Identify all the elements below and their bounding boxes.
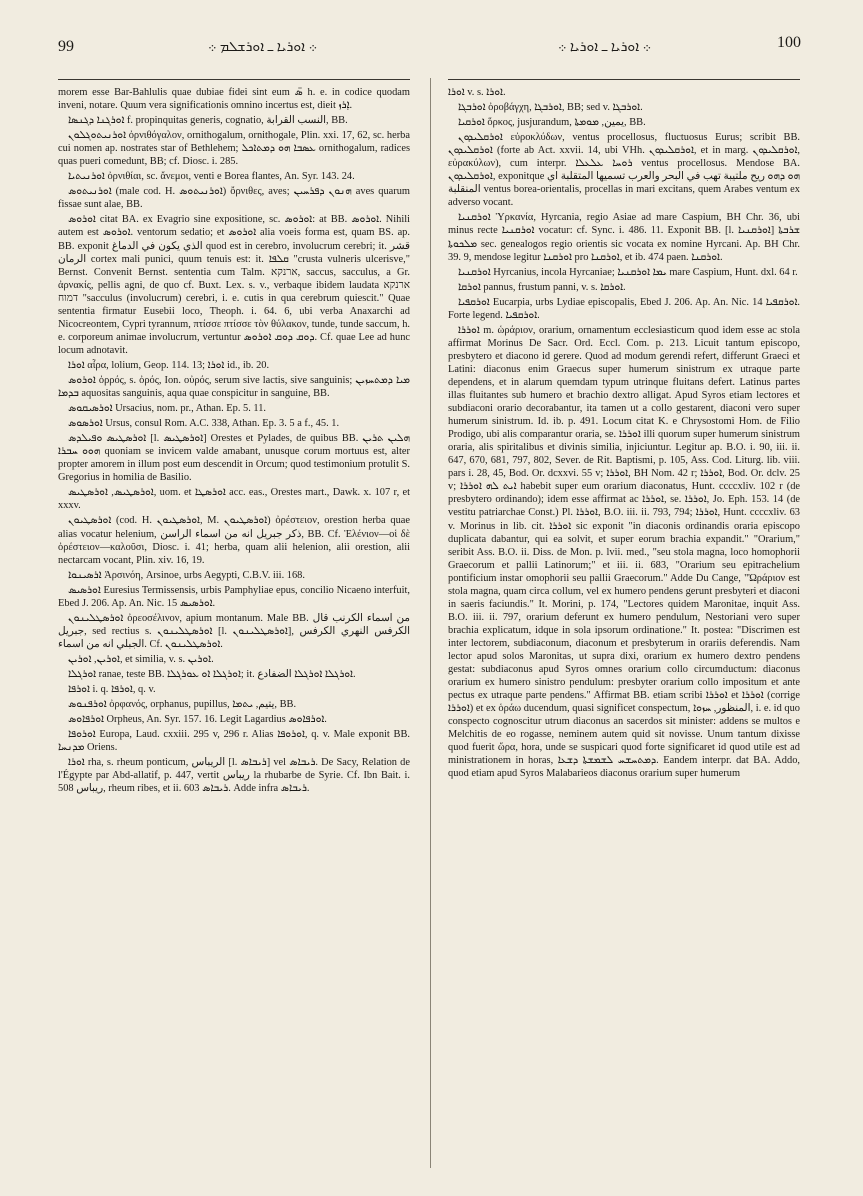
left-column	[58, 78, 410, 1178]
dictionary-entry: ܐܘܪܪܐ m. ὡράριον, orarium, ornamentum ecclesiasticum quod idem esse ac stola affirmat Morinus De Sacr. Ord. Eccl. Com. p. 213. Licuit tantum episcopo, presbytero et diacono id gerere. Quod ad modum gerendi refert, differunt Graeci et Latini: diaconus enim Graecus super humerum sinistrum ex utraque parte dependens, et in alarum quemdam typum utrinque fluitans defert. Latinus partes illas fluitantes sub humero et brachio dextro alligat. Apud Syros etiam lectores et subdiaconi orario decorabantur, ita tamen ut a collo gestarent, diaconi vero super humerum sinistrum. Id. ib. p. 491. Locum citat K. e Chrysostomi Hom. de Filio Prodigo, ubi alis comparantur oraria, se. ܐܘܪܪܐ illi quorum super humerum sinistrum oraria, alis spiritalibus et divinis similia, injiciuntur. Legitur ap. B.O. i. 90, iii. ii. 647, 670, 681, 797, 802, Sever. de Rit. Baptismi, p. 105, Ass. Cod. Liturg. lib. viii. pars i. 28, 45, Bod. Or. dcxxvi. 55 v; ܐܘܪܪܐ, BH Nom. 42 r; ܐܘܪܪܐ, Bod. Or. dclv. 25 v; ܐܝܬ ܠܗ ܐܘܪܪܐ habebit super eum orarium diaconatus, Hunt. ccccxliv. 102 r (de presbytero ordinando); idem esse affirmat ac ܐܘܪܪܐ, se. ܐܘܪܪܐ, Jo. Eph. 153. 14 (de vestitu patriarchae Const.) Pl. ܐܘܪܪܐ, B.O. iii. ii. 793, 794; ܐܘܪܪܐ, Hunt. ccccxliv. 63 v. Morinus in lib. cit. ܐܘܪܪܐ sic exponit "in diaconis ordinandis oraria episcopo duplicata dabantur, qui ea solvit, et super eorum brachia expandit." "Orarium," seribit Ass. B.O. ii. Diss. de Mon. p. lvii. med., "seu stola magna, loco homophorii Graecorum et pallii Latinorum;" et iii. ii. 683, "Orarium seu epitrachelium pontificium instar omophorii seu pallii Graecorum." Adde Du Cange, "Ὠράριον est stola magna, quam circa collum, vel ex humero pendens gerunt presbyteri et diaconi in saeris faciundis." It. Morini, p. 174, "Lectores quidem Maronitae, inquit Ass. B.O. iii. ii. 797, orarium deferunt ex humero pendulum, Nestoriani vero super brachia explicatum, idque in sola ipsorum ordinatione." It. postea: "Discrimen est inter lectorem, subdiaconum, diaconum et presbyterum in orariis deferendis. Nam lector apud solos Maronitas, ut supra dixi, orarium ex humero dextro pendens gestat: subdiaconus apud Syros omnes orarium collo circumductum: diaconus orarium ex humero sinistro pendulum: presbyter orarium collo impositum et ante pectus ex utraque parte pendens." Affirmat BB. etiam scribi ܐܘܪܪܐ et ܐܘܪܪܐ (corrige ܐܘܪܪܐ) et ex ὁράω ducendum, quasi significet conspectum, المنظور, ܚܙܘܐ, i. e. id quo conspecto cognoscitur utrum diaconus an sacerdos sit minister: addens se multos e Melchitis de eo rogasse, neminem autem quid sit novisse. Unum tantum dixisse quod fuerit ὥρα, hora, unde se suspicari quod forte significaret id quod utile est ad ministrationem in horas, ܕܡܬܚܫܚ ܠܫܡܫܬܐ ܕܫܥܐ. Eandem interpr. dat BA. Addo, quod etiam apud Syros Malabarieos diaconus orarium super humerum	[448, 324, 800, 780]
dictionary-entry: ܐܘܪܦܢܘܣ ὀρφανός, orphanus, pupillus, يتيم, ܝܬܡܐ, BB.	[68, 699, 297, 711]
dictionary-entry: ܐܘܪܣܛܝܣ, ܐܘܪܣܛܝܣ, uom. et ܐܘܪܣܛܐ acc. eas., Orestes mart., Dawk. x. 107 r, et xxxv.	[58, 487, 410, 512]
dictionary-entry: ܐܘܪܐ v. s. ܐܘܪܐ.	[448, 87, 506, 98]
dictionary-entry: ܐܘܪܣܛܝܣ ܘܦܝܠܕܣ [l. ܐܘܪܣܛܝܣ] Orestes et Pylades, de quibus BB. ܗܠܝܢ ܬܪܝܢ ܗܘܘ ܚܒܪܐ quoniam se invicem valde amabant, unusque corum mortuus est, alter propter amorem in illum post eum descendit in Orcum; quod testimonium protulit S. Gregorius in homilia de Basilio.	[58, 433, 410, 484]
dictionary-entry: morem esse Bar-Bahlulis quae dubiae fidei sint eum ܣ̈ h. e. in codice quodam inveni, notare. Quum vera significationis omnino incertus est, dieit ܐ̣ܪܙ.	[58, 87, 410, 112]
dictionary-entry: ܐܘܪܢܝܬܘܣ (male cod. H. ܐܘܪܢܝܬܘܣ) ὄρνιθες, aves; ܗܢܘܢ ܕܦܪܚܝܢ aves quarum fissae sunt alae, BB.	[58, 186, 410, 211]
right-running-head: ܀ ܐܘܪܝܐ ـ ܐܘܪܝܐ ܀	[558, 40, 652, 55]
dictionary-entry: ܐܘܪܦܐܘܣ Orpheus, An. Syr. 157. 16. Legit Lagardius ܐܘܪܦܐܘܣ.	[68, 714, 327, 726]
dictionary-entry: ܐܘܪܢܝܬܝܐ ὀρνιθίαι, sc. ἄνεμοι, venti e Borea flantes, An. Syr. 143. 24.	[68, 171, 355, 183]
right-column	[448, 78, 800, 1178]
dictionary-entry: ܐܘܪܓܠܐ ranae, teste BB. ܐܘܪܓܠܐ ܐܘ ܥܘܪܓܠܐ; it. ܐܘܪܓܠܐ ܐܘܪܓܠܐ الضفادع.	[68, 668, 356, 680]
dictionary-entry: ܐܘܪܣܛܝܘܢ (cod. H. ܐܘܪܣܛܝܘܢ, M. ܐܘܪܣܛܝܘܢ) ὀρέστειον, orestion herba quae alias vocatur helenium, ذكر جبريل انه من اسماء الراسن, BB. Cf. Ἑλένιον—οἱ δὲ ὀρέστειον—καλοῦσι, Diosc. i. 41; herba, quam alii helenion, alii orestion, alii nectarcam vocant, Plin. xiv. 16, 19.	[58, 515, 410, 566]
dictionary-entry: ܐܘܪܢܝܬܘܓܠܘܢ ὀρνιθόγαλον, ornithogalum, ornithogale, Plin. xxi. 17, 62, sc. herba cui nomen ap. nostrates star of Bethlehem; ܥܣܒܐ ܗܘ ܕܡܬܐܟܠ ornithogalum, radices quas pueri comedunt, BB; cf. Diosc. i. 285.	[58, 130, 410, 168]
dictionary-entry: ܐܘܪܦܐ i. q. ܐܘܪܦܐ, q. v.	[68, 684, 156, 696]
dictionary-entry: ܐܘܪܓܢܐ ܕܓܢܣܐ f. propinquitas generis, cognatio, النسب القرابة, BB.	[68, 115, 348, 127]
dictionary-entry: ܐܘܪܣܝܣ Euresius Termissensis, urbis Pamphyliae epus, concilio Nicaeno interfuit, Ebed J. 206. Ap. An. Nic. 15 ܐܘܪܣܝܣ.	[58, 584, 410, 609]
header-rule	[448, 79, 800, 80]
column-divider	[430, 78, 431, 1168]
right-page-number: 100	[777, 34, 801, 51]
dictionary-entry: ܐܘܪܩܐ pannus, frustum panni, v. s. ܐܘܪܩܐ.	[458, 281, 626, 293]
dictionary-entry: ܐܘܪܣܛܠܝܢܘܢ ὀρεοσέλινον, apium montanum. Male BB. من اسماء الكرنب قال جبريل, sed rectius s. ܐܘܪܣܛܠܝܢܘܢ [l. ܐܘܪܣܛܠܝܢܘܢ], الكرفس النهري الكرفس الجبلي انه من اسماء. Cf. ܐܘܪܣܛܠܝܢܘܢ.	[58, 612, 410, 650]
dictionary-entry: ܐܘܪܝܢ, ܐܘܪܝܢ, et similia, v. s. ܐܘܪܝܢ.	[68, 653, 214, 665]
dictionary-entry: ܐܘܪܩܝܐ ὅρκος, jusjurandum, يمين, ܡܘܡܬܐ, BB.	[458, 117, 646, 129]
dictionary-entry: ܐܘܪܘܣ citat BA. ex Evagrio sine expositione, sc. ܐܘܪܘܣ: at BB. ܐܘܪܘܣ. Nihili autem est ܐܘܪܘܣ. ventorum sedatio; et ܐܘܪܘܣ alia voeis forma est, quam BS. ap. BB. exponit الذي يكون في الدماغ quod est in cerebro, involucrum cerebri; it. قشر الرمان cortex mali punici, quum tenuis est: it. ܩܠܦܐ "crusta vulneris ulcerisve," Bernst. Convenit Bernst. sententia cum Talm. ארנקא, saccus, sacculus, a Gr. ἀρνακίς, pellis agni, de quo cf. Buxt. Lex. s. v., verbaque ibidem laudata ארנקא דמוח "sacculus (involucrum) cerebri, i. e. cutis in qua cerebrum quiescit." Quae sententia firmatur Eusebii loco, Theoph. i. 64. 6, ubi verba Anaxarchi ad Nicocreontem, Cypri tyrannum, πτίσσε πτίσσε τὸν θύλακον, tunde, tunde saccum, h. e. corporeum animae involucrum, vertuntur ܕܘܩ ܕܘܩ ܐܘܪܘܣ. Cf. quae Lee ad hunc locum adnotavit.	[58, 214, 410, 356]
dictionary-entry: ܐܪܣܝܢܘܐ Ἀρσινόη, Arsinoe, urbs Aegypti, C.B.V. iii. 168.	[68, 569, 305, 581]
page-header	[58, 26, 801, 54]
left-page-number: 99	[58, 38, 74, 55]
dictionary-entry: ܐܘܪܐ rha, s. rheum ponticum, الريباس [l. ܪܝܒܐܣ] vel ܪܝܒܐܣ. De Sacy, Relation de l'Égypte par Abd-allatif, p. 447, vertit ريباس la rhubarbe de Syrie. Cf. Ibn Bait. i. 508 ريباس, rheum ribes, et ii. 603 ܪܝܒܐܣ. Adde infra ܪܝܒܐܣ.	[58, 757, 410, 795]
dictionary-entry: ܐܘܪܩܠܝܕܘܢ εὐροκλύδων, ventus procellosus, fluctuosus Eurus; scribit BB. ܐܘܪܩܠܝܕܘܢ (forte ab Act. xxvii. 14, ubi VHh. ܐܘܪܩܠܝܕܘܢ, et in marg. ܐܘܪܩܠܝܕܘܢ, εὐρακύλων), cum interpr. ܪܘܚܐ ܥܠܥܠܐ ventus procellosus. Mendose BA. ܐܘܪܩܠܝܕܘܢ, exponitque ܗܘ ܕܗܘ ريح ملتيبة تهب في البحر والعرب تسميها المتقلبة اي المنقلبة ventus borea-orientalis, procellas in mari excitans, quem Arabes ventum ex adverso vocant.	[448, 132, 800, 209]
header-rule	[58, 79, 410, 80]
dictionary-entry: ܐܘܪܐ αἶρα, lolium, Geop. 114. 13; ܐܘܪܐ id., ib. 20.	[68, 359, 270, 371]
dictionary-entry: ܐܘܪܘܣ ὀρρός, s. ὀρός, Ion. οὐρός, serum sive lactis, sive sanguinis; ܡܝܐ ܕܡܬܚܙܝܢ ܒܕܡܐ aquositas sanguinis, aqua quae conspicitur in sanguine, BB.	[58, 374, 410, 400]
left-running-head: ܀ ܐܘܪܝܐ ـ ܐܘܪܫܠܡ ܀	[208, 40, 318, 55]
dictionary-entry: ܐܘܪܩܦܝܐ Eucarpia, urbs Lydiae episcopalis, Ebed J. 206. Ap. An. Nic. 14 ܐܘܪܩܦܝܐ. Forte legend. ܐܘܪܩܦܝܐ.	[448, 296, 800, 321]
dictionary-entry: ܐܘܪܩܢܝܐ Hyrcanius, incola Hyrcaniae; ܝܡܐ ܐܘܪܩܢܝܐ mare Caspium, Hunt. dxl. 64 r.	[458, 266, 798, 278]
dictionary-entry: ܐܘܪܘܦܐ Europa, Laud. cxxiii. 295 v, 296 r. Alias ܐܘܪܘܦܐ, q. v. Male exponit BB. ܡܕܢܚܐ Oriens.	[58, 729, 410, 754]
dictionary-entry: ܐܘܪܣܝܩܘܣ Ursacius, nom. pr., Athan. Ep. 5. 11.	[68, 403, 267, 415]
dictionary-entry: ܐܘܪܣܘܣ Ursus, consul Rom. A.C. 338, Athan. Ep. 3. 5 a f., 45. 1.	[68, 418, 340, 430]
dictionary-entry: ܐܘܪܩܢܝܐ Ὑρκανία, Hyrcania, regio Asiae ad mare Caspium, BH Chr. 36, ubi minus recte ܐܘܪܩܢܝܐ vocatur: cf. Sync. i. 486. 11. Exponit BB. [l. ܐܘܪܩܢܝܐ] ܫܪܒܬܐ ܡܠܟܘܬܐ sec. genealogos regio orientis sic vocata ex nomine Hyrcani. Ap. BH Chr. 39. 9, mendose legitur ܐܘܪܩܢܐ pro ܐܘܪܩܢܐ, et ib. 474 paen. ܐܘܪܩܢܐ.	[448, 212, 800, 263]
dictionary-entry: ܐܘܪܒܓܐ ὀροβάγχη, ܐܘܪܒܓܐ, BB; sed v. ܐܘܪܒܓܐ.	[458, 102, 643, 114]
